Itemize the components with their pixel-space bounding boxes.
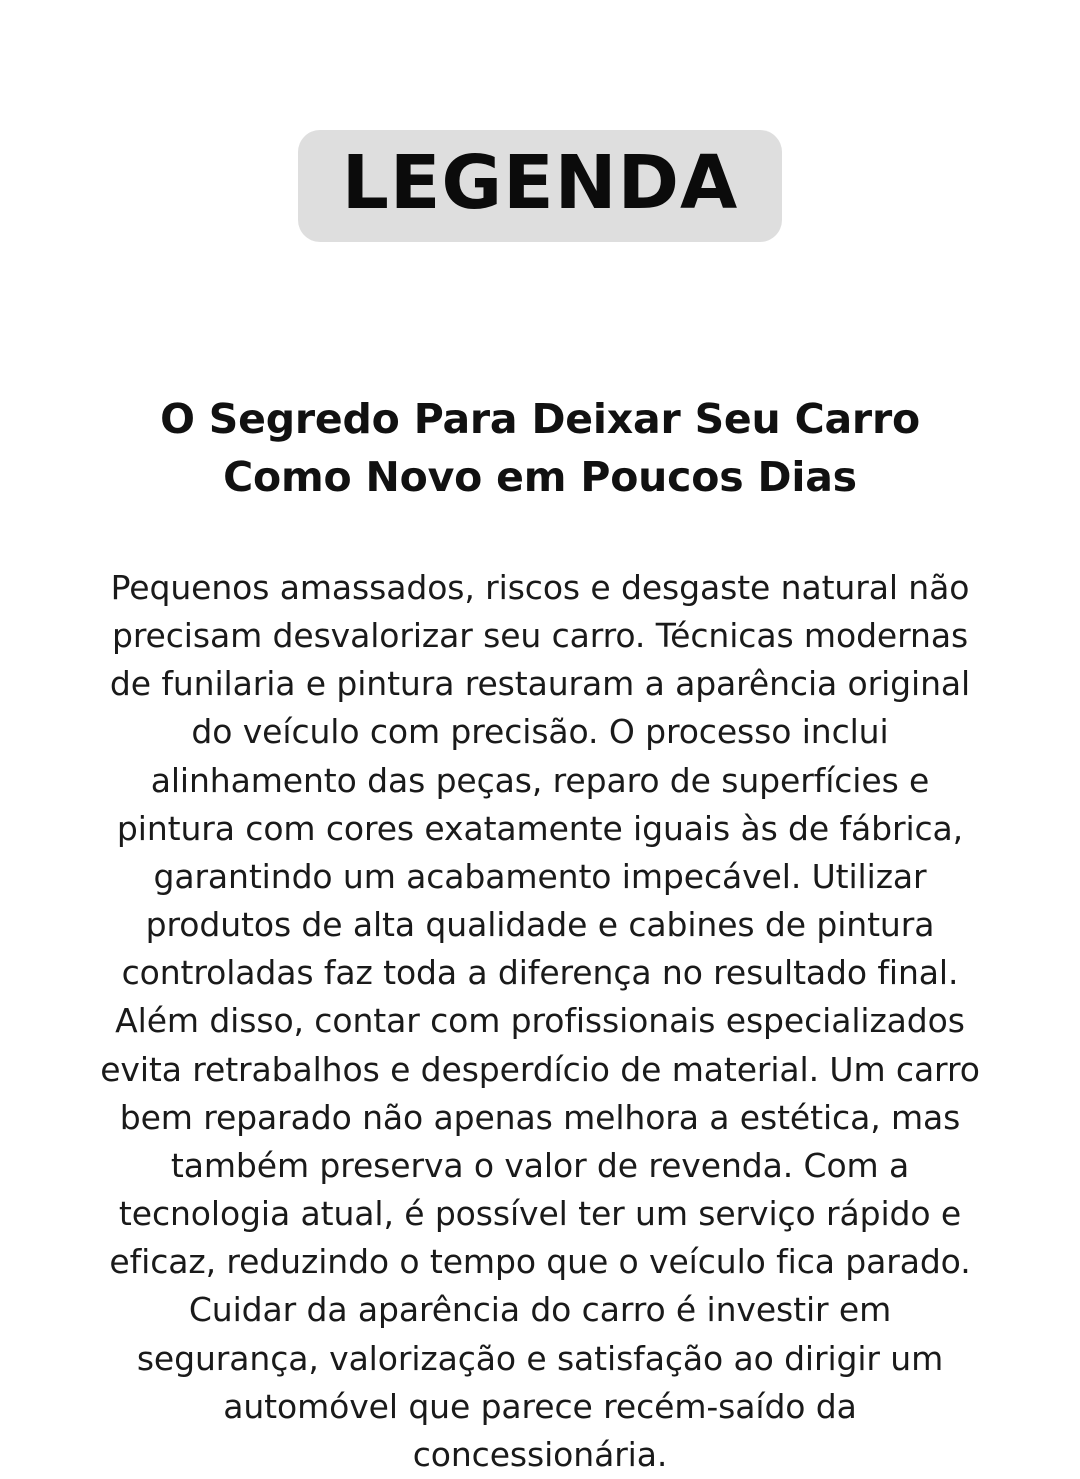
badge-container — [60, 130, 1020, 242]
legenda-badge — [298, 130, 783, 242]
page-title: O Segredo Para Deixar Seu Carro Como Novo em Poucos Dias — [160, 395, 920, 502]
legenda-badge-label: LEGENDA — [341, 140, 739, 226]
article-body-text: Pequenos amassados, riscos e desgaste natural não precisam desvalorizar seu carro. Técnicas modernas de funilaria e pintura restauram a aparência original do veículo com precisão. O processo inclui alinhamento das peças, reparo de superfícies e pintura com cores exatamente iguais às de fábrica, garantindo um acabamento impecável. Utilizar produtos de alta qualidade e cabines de pintura controladas faz toda a diferença no resultado final. Além disso, contar com profissionais especializados evita retrabalhos e desperdício de material. Um carro bem reparado não apenas melhora a estética, mas também preserva o valor de revenda. Com a tecnologia atual, é possível ter um serviço rápido e eficaz, reduzindo o tempo que o veículo fica parado. Cuidar da aparência do carro é investir em segurança, valorização e satisfação ao dirigir um automóvel que parece recém-saído da concessionária. — [100, 567, 980, 1474]
